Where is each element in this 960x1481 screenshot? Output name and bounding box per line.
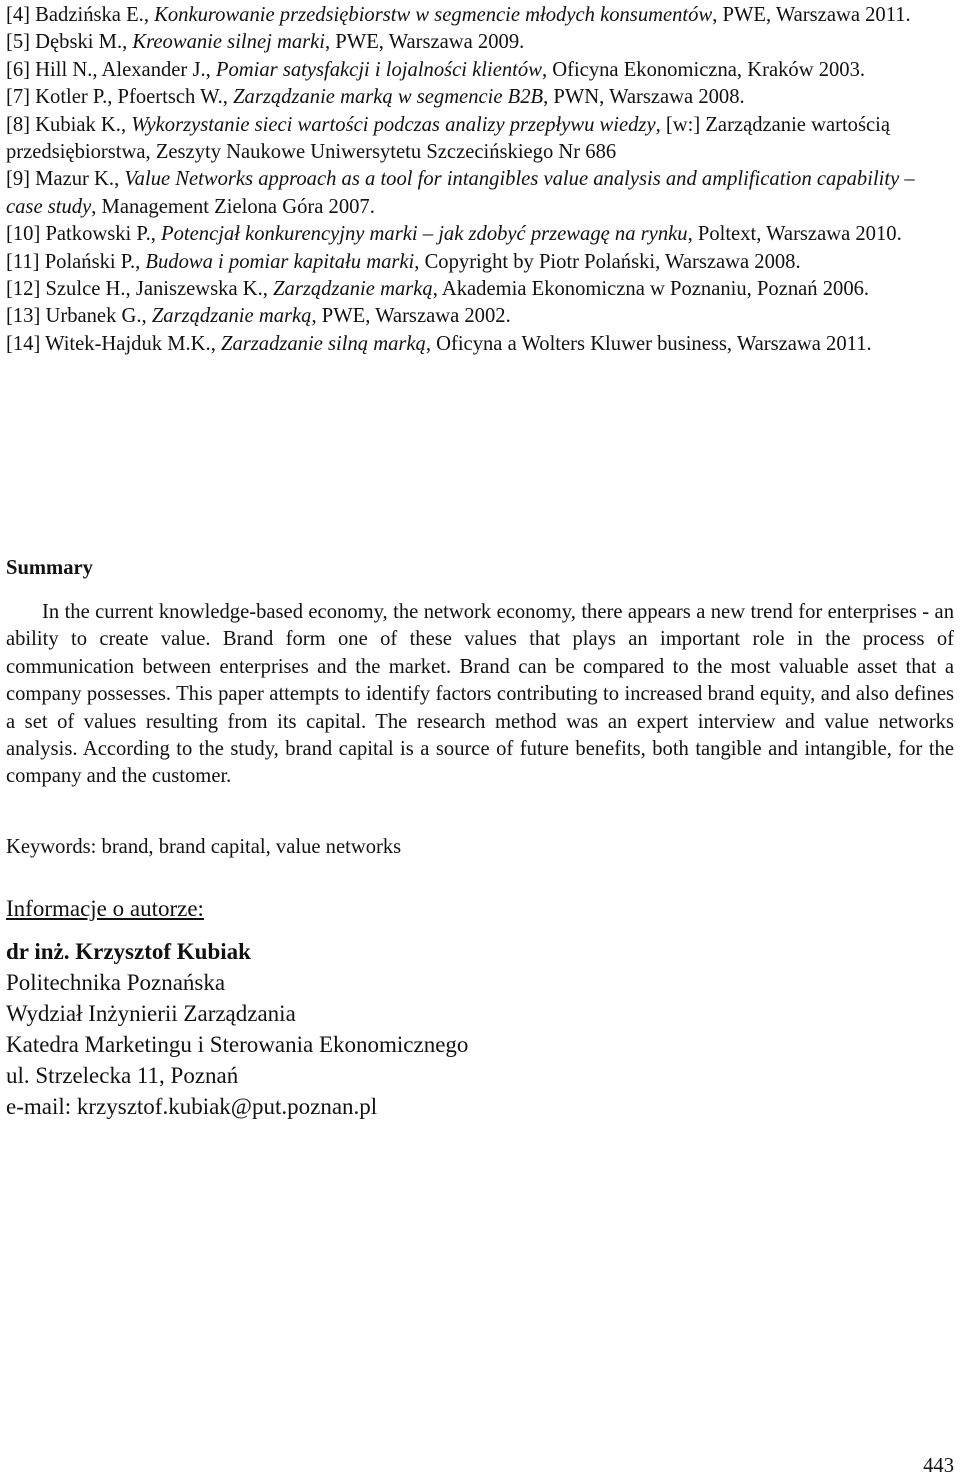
reference-item: [14] Witek-Hajduk M.K., Zarzadzanie silną marką, Oficyna a Wolters Kluwer business, Warszawa 2011. — [6, 332, 872, 355]
summary-heading: Summary — [6, 557, 93, 579]
reference-item: [6] Hill N., Alexander J., Pomiar satysfakcji i lojalności klientów, Oficyna Ekonomiczna, Kraków 2003. — [6, 58, 866, 81]
summary-paragraph: In the current knowledge-based economy, the network economy, there appears a new trend for enterprises - an ability to create value. Brand form one of these values that plays an important role in the process of communication between enterprises and the market. Brand can be compared to the most valuable asset that a company possesses. This paper attempts to identify factors contributing to increased brand equity, and also defines a set of values resulting from its capital. The research method was an expert interview and value networks analysis. According to the study, brand capital is a source of future benefits, both tangible and intangible, for the company and the customer. — [6, 601, 954, 788]
reference-item: [7] Kotler P., Pfoertsch W., Zarządzanie marką w segmencie B2B, PWN, Warszawa 2008. — [6, 86, 745, 109]
author-block — [6, 936, 468, 1122]
page-number: 443 — [923, 1455, 954, 1477]
author-email: e-mail: krzysztof.kubiak@put.poznan.pl — [6, 1094, 378, 1119]
reference-item: [11] Polański P., Budowa i pomiar kapitału marki, Copyright by Piotr Polański, Warszawa 2008. — [6, 250, 801, 273]
author-info-heading: Informacje o autorze: — [6, 896, 204, 921]
reference-list — [6, 2, 954, 358]
reference-item: [8] Kubiak K., Wykorzystanie sieci wartości podczas analizy przepływu wiedzy, [w:] Zarządzanie wartością przedsiębiorstwa, Zeszyty Naukowe Uniwersytetu Szczecińskiego Nr 686 — [6, 113, 890, 164]
reference-item: [9] Mazur K., Value Networks approach as a tool for intangibles value analysis and amplification capability – case study, Management Zielona Góra 2007. — [6, 168, 915, 218]
reference-item: [4] Badzińska E., Konkurowanie przedsiębiorstw w segmencie młodych konsumentów, PWE, Warszawa 2011. — [6, 4, 911, 26]
keywords-line: Keywords: brand, brand capital, value networks — [6, 836, 402, 858]
author-name: dr inż. Krzysztof Kubiak — [6, 939, 251, 964]
author-faculty: Wydział Inżynierii Zarządzania — [6, 1001, 296, 1026]
author-department: Katedra Marketingu i Sterowania Ekonomicznego — [6, 1032, 469, 1057]
author-address: ul. Strzelecka 11, Poznań — [6, 1063, 239, 1088]
author-university: Politechnika Poznańska — [6, 970, 226, 995]
reference-item: [5] Dębski M., Kreowanie silnej marki, PWE, Warszawa 2009. — [6, 31, 525, 54]
reference-item: [12] Szulce H., Janiszewska K., Zarządzanie marką, Akademia Ekonomiczna w Poznaniu, Poznań 2006. — [6, 278, 870, 301]
reference-item: [13] Urbanek G., Zarządzanie marką, PWE, Warszawa 2002. — [6, 305, 511, 328]
reference-item: [10] Patkowski P., Potencjał konkurencyjny marki – jak zdobyć przewagę na rynku, Poltext, Warszawa 2010. — [6, 223, 902, 246]
